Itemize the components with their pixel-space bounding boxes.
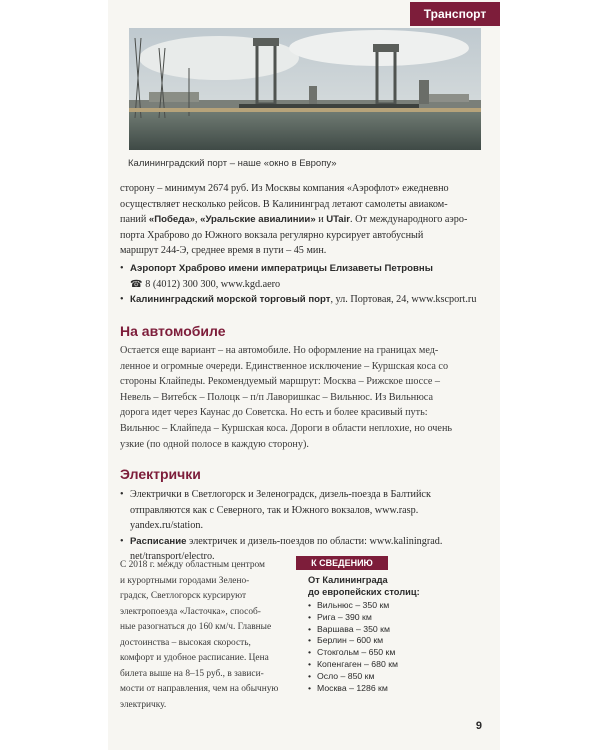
trains-list (120, 487, 490, 565)
info-title (308, 574, 420, 598)
list-item (120, 292, 490, 308)
phone-icon: ☎ (130, 278, 146, 290)
airport-name: Аэропорт Храброво имени императрицы Елизаветы Петровны (130, 263, 433, 274)
text-line: узкие (по одной полосе в каждую сторону). (120, 438, 309, 450)
list-item: • Стокгольм – 650 км (308, 647, 398, 659)
intro-text: и (315, 214, 327, 226)
list-item: • Рига – 390 км (308, 612, 398, 624)
text-line[interactable]: отправляются как с Северного, так и Южного вокзалов, www.rasp. (130, 504, 419, 516)
text-line: достоинства – высокая скорость, (120, 637, 251, 648)
port-info[interactable]: , ул. Портовая, 24, www.kscport.ru (330, 294, 477, 306)
list-item: • Варшава – 350 км (308, 624, 398, 636)
text-line: Вильнюс – Клайпеда – Куршская коса. Дороги в области неплохие, но очень (120, 422, 453, 434)
intro-line (120, 212, 490, 228)
airline-utair: UTair (326, 214, 351, 226)
contacts-list (120, 261, 490, 308)
text-line: • Электрички в Светлогорск и Зеленоградск, дизель-поезда в Балтийск (130, 489, 431, 500)
page-number: 9 (475, 720, 482, 732)
info-box (296, 556, 458, 696)
distance-list (308, 600, 398, 694)
text-line: Невель – Витебск – Полоцк – п/п Лаворишкас – Вильнюс. Из Вильнюса (120, 391, 433, 403)
text-line: Остается еще вариант – на автомобиле. Но оформление на границах мед- (120, 345, 439, 356)
schedule-label: Расписание (130, 535, 187, 547)
list-item (120, 261, 490, 277)
list-item: • Москва – 1286 км (308, 683, 398, 695)
text-line: электропоезда «Ласточка», способ- (120, 606, 261, 617)
heading-by-car: На автомобиле (120, 323, 226, 339)
text-line: билета выше на 8–15 руб., в зависи- (120, 668, 264, 679)
airline-ural: «Уральские авиалинии» (200, 214, 316, 226)
list-item: • Вильнюс – 350 км (308, 600, 398, 612)
intro-text: . От международного аэро- (350, 214, 468, 226)
intro-line: осуществляет несколько рейсов. В Калининград летают самолеты авиаком- (120, 198, 448, 210)
lastochka-paragraph (120, 558, 292, 713)
info-tag: К СВЕДЕНИЮ (296, 556, 388, 570)
book-page (108, 0, 500, 750)
text-line: С 2018 г. между областным центром (120, 560, 265, 570)
port-name: Калининградский морской торговый порт (130, 294, 331, 306)
intro-line: сторону – минимум 2674 руб. Из Москвы компания «Аэрофлот» ежедневно (120, 183, 449, 194)
intro-line: порта Храброво до Южного вокзала регулярно курсирует автобусный (120, 229, 424, 241)
heading-trains: Электрички (120, 466, 201, 482)
text-line: стороны Клайпеды. Рекомендуемый маршрут: Москва – Рижское шоссе – (120, 376, 440, 388)
info-title-line: От Калининграда (308, 575, 388, 585)
text-line: электричку. (120, 699, 167, 710)
intro-text: паний (120, 214, 149, 226)
text-line[interactable]: yandex.ru/station. (130, 520, 203, 532)
list-item: • Осло – 850 км (308, 671, 398, 683)
text-line (130, 534, 490, 550)
intro-text: , (195, 214, 201, 226)
info-title-line: до европейских столиц: (308, 587, 420, 597)
list-item: • Копенгаген – 680 км (308, 659, 398, 671)
text-line: ленное и огромные очереди. Единственное исключение – Куршская коса со (120, 360, 449, 372)
photo-caption: Калининградский порт – наше «окно в Европу» (128, 158, 337, 169)
text-line: и курортными городами Зелено- (120, 575, 250, 586)
port-photo (129, 28, 481, 150)
port-photo-image (129, 28, 481, 150)
list-item: • Берлин – 600 км (308, 635, 398, 647)
intro-line: маршрут 244-Э, среднее время в пути – 45 мин. (120, 245, 327, 257)
text-line: ные разогнаться до 160 км/ч. Главные (120, 622, 272, 632)
airport-phone[interactable]: 8 (4012) 300 300, www.kgd.aero (145, 278, 281, 290)
schedule-text[interactable]: электричек и дизель-поездов по области: www.kaliningrad. (186, 535, 443, 547)
text-line: комфорт и удобное расписание. Цена (120, 653, 269, 663)
airline-pobeda: «Победа» (148, 214, 196, 226)
list-item (120, 487, 490, 534)
airport-contact (120, 277, 490, 293)
text-line: градск, Светлогорск курсируют (120, 591, 247, 601)
text-line[interactable]: net/transport/electro. (130, 551, 215, 563)
text-line: мости от направления, чем на обычную (120, 684, 279, 694)
section-tab: Транспорт (410, 2, 500, 26)
intro-paragraph (120, 181, 490, 259)
by-car-paragraph (120, 343, 490, 452)
text-line: дорога идет через Каунас до Советска. Но есть и более красивый путь: (120, 407, 428, 419)
